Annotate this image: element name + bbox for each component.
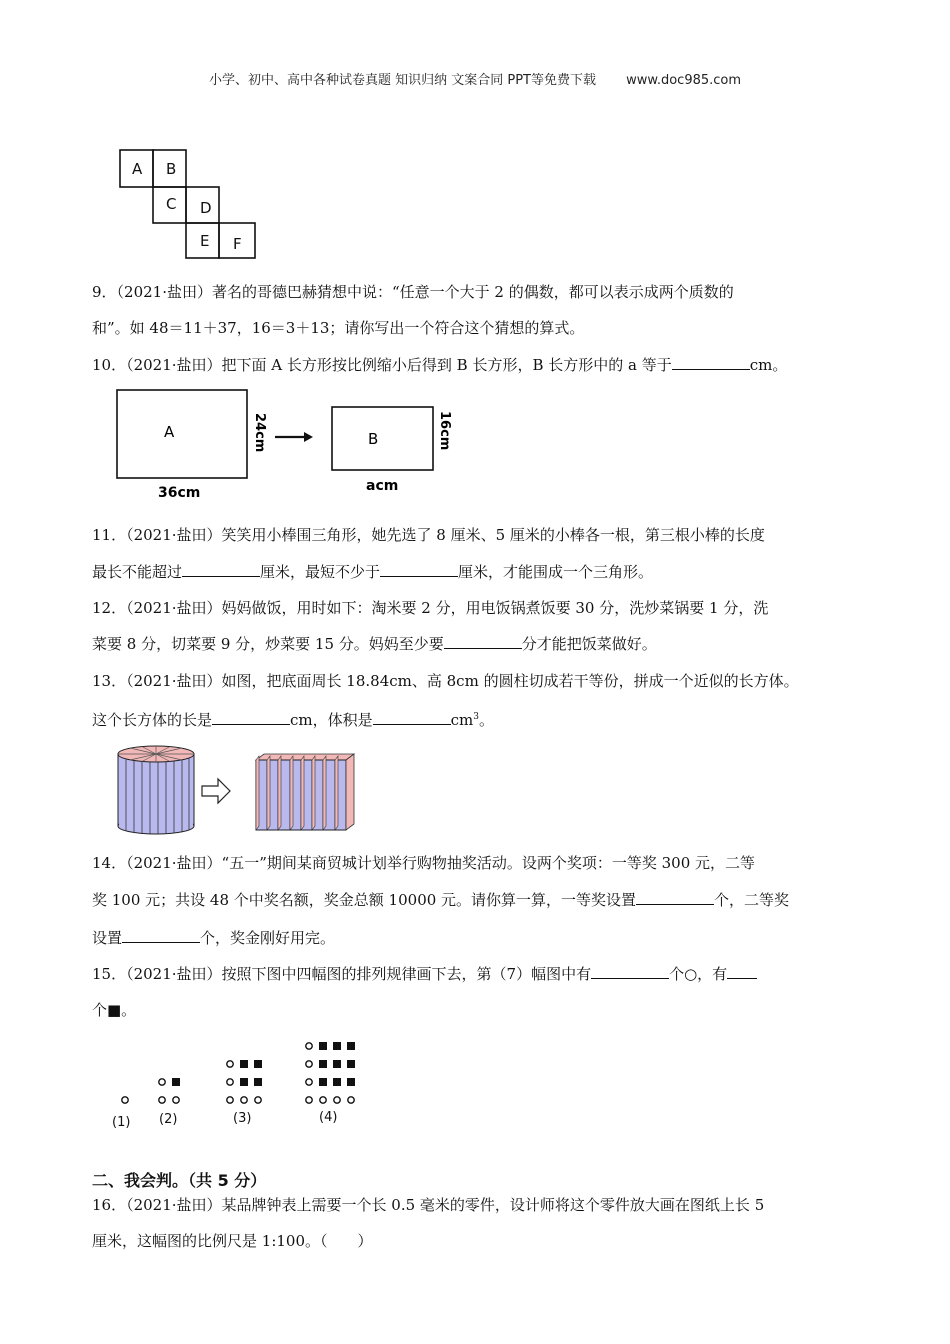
q14-text-d: 个，奖金刚好用完。 — [200, 929, 336, 947]
rectangle-a-label: A — [164, 423, 175, 441]
rectangle-b-label: B — [368, 430, 379, 448]
rectangle-a-height: 24cm — [252, 413, 267, 453]
net-label-a: A — [132, 160, 143, 178]
answer-blank-q13-volume[interactable] — [373, 710, 451, 725]
net-label-e: E — [200, 232, 210, 250]
question-16-line-1: 16．（2021·盐田）某品牌钟表上需要一个长 0.5 毫米的零件，设计师将这个零件放大画在图纸上长 5 — [92, 1196, 765, 1214]
arrow-head-icon — [304, 432, 313, 442]
q13-text-b: cm，体积是 — [290, 711, 373, 729]
question-14-line-1: 14．（2021·盐田）“五一”期间某商贸城计划举行购物抽奖活动。设两个奖项：一等奖 300 元，二等 — [92, 854, 756, 872]
answer-blank-q15-squares[interactable] — [727, 964, 757, 979]
question-13-line-1: 13．（2021·盐田）如图，把底面周长 18.84cm、高 8cm 的圆柱切成若干等份，拼成一个近似的长方体。 — [92, 672, 799, 690]
rectangle-a-width: 36cm — [158, 485, 201, 500]
q14-text-b: 个，二等奖 — [714, 891, 790, 909]
question-12-line-1: 12．（2021·盐田）妈妈做饭，用时如下：淘米要 2 分，用电饭锅煮饭要 30 分，洗炒菜锅要 1 分，洗 — [92, 599, 769, 617]
pattern-label-1: (1) — [112, 1115, 131, 1130]
net-label-d: D — [200, 199, 212, 217]
question-16-line-2: 厘米，这幅图的比例尺是 1:100。（ ） — [92, 1232, 373, 1250]
question-14-line-2 — [92, 890, 882, 910]
rectangle-b — [332, 407, 433, 470]
pattern-label-4: (4) — [319, 1110, 338, 1125]
question-15-line-1 — [92, 964, 882, 984]
pattern-figure — [105, 1036, 395, 1136]
net-label-f: F — [233, 235, 242, 253]
q14-text-c: 设置 — [92, 929, 123, 947]
answer-blank-q14-second[interactable] — [122, 928, 200, 943]
question-11-line-1: 11．（2021·盐田）笑笑用小棒围三角形，她先选了 8 厘米、5 厘米的小棒各一根，第三根小棒的长度 — [92, 526, 765, 544]
q14-text-a: 奖 100 元；共设 48 个中奖名额，奖金总额 10000 元。请你算一算，一等奖设置 — [92, 891, 637, 909]
q13-text-c: cm — [450, 711, 474, 729]
question-10-text: 10．（2021·盐田）把下面 A 长方形按比例缩小后得到 B 长方形，B 长方形中的 a 等于 — [92, 356, 672, 374]
q12-text-a: 菜要 8 分，切菜要 9 分，炒菜要 15 分。妈妈至少要 — [92, 635, 444, 653]
rectangle-scale-figure — [110, 385, 470, 500]
cube-net-figure — [110, 145, 270, 265]
cylinder-illustration — [118, 746, 194, 834]
net-label-c: C — [166, 195, 177, 213]
question-11-line-2 — [92, 562, 882, 582]
answer-blank-q11-max[interactable] — [182, 562, 260, 577]
question-10 — [92, 355, 882, 375]
cylinder-to-cuboid-figure — [110, 740, 370, 840]
cuboid-illustration — [256, 754, 354, 830]
q11-text-a: 最长不能超过 — [92, 563, 183, 581]
net-label-b: B — [166, 160, 177, 178]
answer-blank-q10[interactable] — [672, 355, 750, 370]
question-9-line-1: 9．（2021·盐田）著名的哥德巴赫猜想中说：“任意一个大于 2 的偶数，都可以表示成两个质数的 — [92, 283, 734, 301]
q11-text-c: 厘米，才能围成一个三角形。 — [458, 563, 654, 581]
question-9-line-2: 和”。如 48＝11＋37，16＝3＋13；请你写出一个符合这个猜想的算式。 — [92, 319, 585, 337]
q15-text-a: 15．（2021·盐田）按照下图中四幅图的排列规律画下去，第（7）幅图中有 — [92, 965, 592, 983]
q15-text-b: 个○，有 — [669, 965, 728, 983]
rectangle-b-height: 16cm — [437, 411, 452, 451]
q13-text-a: 这个长方体的长是 — [92, 711, 213, 729]
q12-text-b: 分才能把饭菜做好。 — [521, 635, 657, 653]
q13-superscript: 3 — [473, 712, 479, 722]
q11-text-b: 厘米，最短不少于 — [260, 563, 381, 581]
q13-text-d: 。 — [479, 711, 495, 729]
header-site-link[interactable]: www.doc985.com — [626, 73, 742, 88]
page-header — [0, 69, 950, 88]
hollow-arrow-icon — [202, 779, 230, 803]
pattern-label-3: (3) — [233, 1111, 252, 1126]
question-15-line-2: 个■。 — [92, 1001, 137, 1019]
answer-blank-q15-circles[interactable] — [591, 964, 669, 979]
section-2-title: 二、我会判。（共 5 分） — [92, 1171, 267, 1190]
question-14-line-3 — [92, 928, 882, 948]
rectangle-b-width: acm — [366, 478, 399, 494]
question-13-line-2 — [92, 707, 882, 730]
question-10-unit: cm。 — [749, 356, 788, 374]
answer-blank-q12[interactable] — [444, 634, 522, 649]
pattern-label-2: (2) — [159, 1112, 178, 1127]
question-12-line-2 — [92, 634, 882, 654]
answer-blank-q14-first[interactable] — [636, 890, 714, 905]
answer-blank-q13-length[interactable] — [212, 710, 290, 725]
answer-blank-q11-min[interactable] — [380, 562, 458, 577]
header-title: 小学、初中、高中各种试卷真题 知识归纳 文案合同 PPT等免费下载 — [208, 73, 596, 88]
rectangle-a — [117, 390, 247, 478]
